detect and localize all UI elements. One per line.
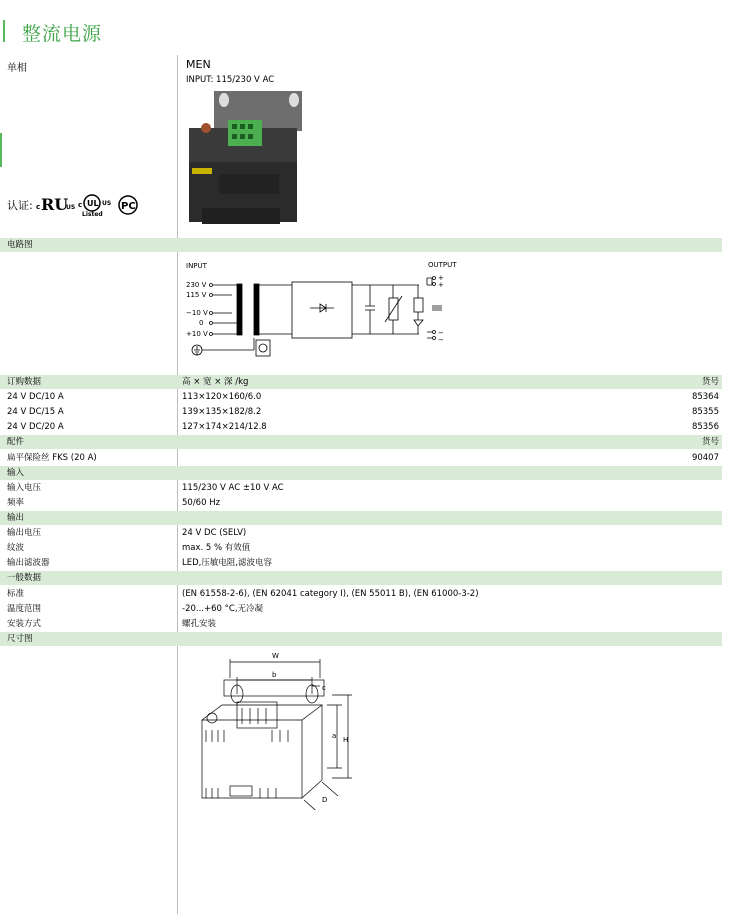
dim-label-b: b — [272, 671, 277, 679]
circuit-diagram — [182, 258, 462, 362]
table-row — [0, 420, 722, 434]
spec-label: 输入电压 — [7, 483, 42, 493]
spec-row — [0, 496, 722, 510]
spec-row — [0, 526, 722, 540]
section-title: 输入 — [7, 468, 25, 478]
product-name: MEN — [186, 58, 211, 71]
table-row — [0, 451, 722, 465]
tap-label: −10 V — [186, 309, 208, 317]
spec-label: 纹波 — [7, 543, 25, 553]
product-input-spec: INPUT: 115/230 V AC — [186, 75, 275, 85]
spec-row — [0, 587, 722, 601]
section-header-general — [0, 571, 722, 585]
section-title: 尺寸图 — [7, 634, 33, 644]
section-header-order — [0, 375, 722, 389]
part-cell: 85355 — [691, 407, 719, 417]
page-title: 整流电源 — [22, 23, 103, 45]
spec-label: 温度范围 — [7, 604, 42, 614]
table-row — [0, 405, 722, 419]
section-header-accessories — [0, 435, 722, 449]
section-title: 配件 — [7, 437, 25, 447]
dim-label-c: c — [322, 684, 326, 692]
section-title: 订购数据 — [7, 377, 42, 387]
spec-row — [0, 556, 722, 570]
dim-label-d: D — [322, 796, 328, 804]
product-photo — [184, 88, 309, 230]
svg-text:US: US — [65, 204, 75, 211]
tap-label: 230 V — [186, 281, 207, 289]
spec-value: 螺孔安装 — [182, 619, 217, 629]
tap-label: 115 V — [186, 291, 207, 299]
column-header-dims: 高 × 宽 × 深 /kg — [182, 377, 249, 387]
spec-label: 安装方式 — [7, 619, 42, 629]
spec-row — [0, 617, 722, 631]
dims-cell: 127×174×214/12.8 — [182, 422, 267, 432]
tap-label: +10 V — [186, 330, 208, 338]
svg-text:US: US — [101, 200, 111, 207]
spec-row — [0, 541, 722, 555]
spec-label: 频率 — [7, 498, 25, 508]
tap-label: 0 — [199, 319, 204, 327]
spec-label: 输出滤波器 — [7, 558, 50, 568]
spec-value: LED,压敏电阻,滤波电容 — [182, 558, 273, 568]
section-header-input — [0, 466, 722, 480]
certification-logos — [36, 193, 154, 217]
dim-label-h: H — [343, 736, 349, 744]
spec-label: 标准 — [7, 589, 25, 599]
svg-text:c: c — [35, 203, 40, 211]
spec-value: -20...+60 °C,无冷凝 — [182, 604, 264, 614]
spec-value: 24 V DC (SELV) — [182, 528, 247, 538]
certification — [7, 193, 154, 217]
dims-cell: 139×135×182/8.2 — [182, 407, 262, 417]
output-minus: − — [438, 329, 444, 337]
part-cell: 85364 — [691, 392, 719, 402]
header-accent-bar — [3, 20, 5, 42]
column-header-part: 货号 — [701, 437, 719, 447]
dim-label-a: a — [332, 732, 337, 740]
spec-value: max. 5 % 有效值 — [182, 543, 251, 553]
section-title: 电路图 — [7, 240, 33, 250]
svg-text:c: c — [77, 201, 82, 209]
column-header-part: 货号 — [701, 377, 719, 387]
model-cell: 24 V DC/10 A — [7, 392, 64, 402]
output-plus: + — [438, 274, 444, 282]
part-cell: 90407 — [691, 453, 719, 463]
spec-value: (EN 61558-2-6), (EN 62041 category I), (EN 55011 B), (EN 61000-3-2) — [182, 589, 479, 599]
spec-row — [0, 481, 722, 495]
part-cell: 85356 — [691, 422, 719, 432]
section-title: 一般数据 — [7, 573, 42, 583]
section-header-circuit — [0, 238, 722, 252]
model-cell: 24 V DC/20 A — [7, 422, 64, 432]
side-accent-bar — [0, 133, 2, 167]
output-minus: − — [438, 336, 444, 344]
table-row — [0, 390, 722, 404]
spec-label: 输出电压 — [7, 528, 42, 538]
output-plus: + — [438, 281, 444, 289]
spec-value: 115/230 V AC ±10 V AC — [182, 483, 284, 493]
svg-text:PC: PC — [120, 201, 136, 212]
category-label: 单相 — [7, 63, 27, 74]
svg-text:UL: UL — [86, 199, 99, 208]
spec-value: 50/60 Hz — [182, 498, 221, 508]
section-header-output — [0, 511, 722, 525]
section-header-dimension — [0, 632, 722, 646]
cert-label: 认证: — [7, 199, 33, 212]
svg-text:RU: RU — [40, 195, 68, 214]
model-cell: 24 V DC/15 A — [7, 407, 64, 417]
dim-label-w: W — [272, 652, 279, 660]
dims-cell: 113×120×160/6.0 — [182, 392, 262, 402]
input-label: INPUT — [186, 262, 207, 270]
svg-text:Listed: Listed — [81, 211, 103, 217]
spec-row — [0, 602, 722, 616]
output-label: OUTPUT — [428, 261, 457, 269]
dimension-drawing — [182, 650, 362, 810]
accessory-name: 扁平保险丝 FKS (20 A) — [7, 453, 97, 463]
section-title: 输出 — [7, 513, 25, 523]
